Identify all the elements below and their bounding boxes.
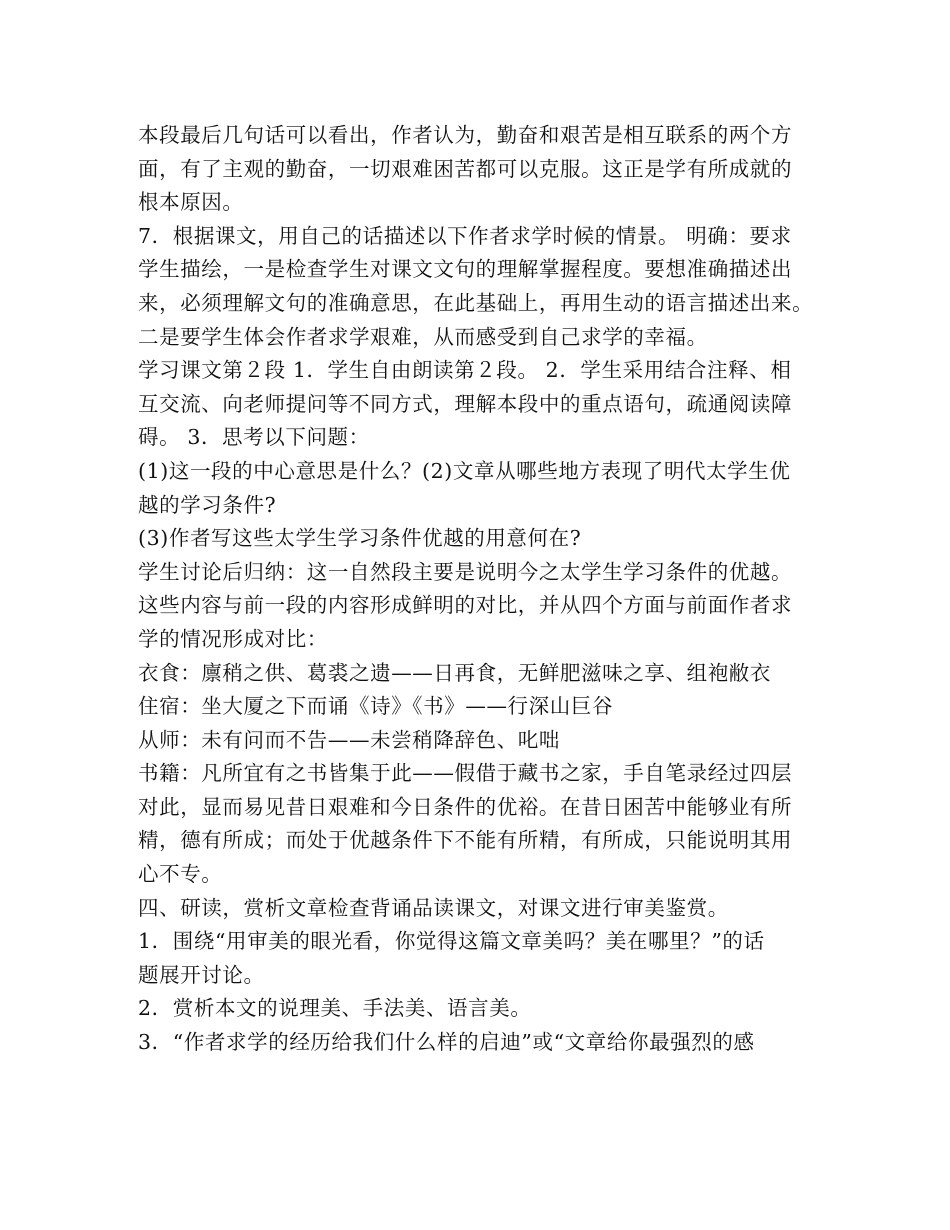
text-line: 学生讨论后归纳：这一自然段主要是说明今之太学生学习条件的优越。 [138, 559, 793, 584]
text-line: 2．赏析本文的说理美、手法美、语言美。 [138, 996, 532, 1021]
text-line: 越的学习条件? [138, 492, 277, 517]
text-line: 3．“作者求学的经历给我们什么样的启迪”或“文章给你最强烈的感 [138, 1030, 755, 1055]
text-line: 来，必须理解文句的准确意思，在此基础上，再用生动的语言描述出来。 [138, 290, 814, 315]
text-line: 衣食：廪稍之供、葛裘之遗——日再食，无鲜肥滋味之享、组袍敝衣 [138, 660, 771, 685]
text-line: (1)这一段的中心意思是什么？(2)文章从哪些地方表现了明代太学生优 [138, 458, 791, 483]
text-line: 从师：未有问而不告——未尝稍降辞色、叱咄 [138, 727, 560, 752]
text-line: 根本原因。 [138, 190, 244, 215]
text-line: 题展开讨论。 [138, 962, 265, 987]
text-line: 心不专。 [138, 862, 223, 887]
text-line: 7．根据课文，用自己的话描述以下作者求学时候的情景。 明确：要求 [138, 223, 792, 248]
text-line: 学习课文第２段 1．学生自由朗读第２段。 2．学生采用结合注释、相 [138, 358, 792, 383]
text-line: 互交流、向老师提问等不同方式，理解本段中的重点语句，疏通阅读障 [138, 391, 793, 416]
text-line: 住宿：坐大厦之下而诵《诗》《书》——行深山巨谷 [138, 694, 614, 719]
text-line: 四、研读，赏析文章检查背诵品读课文，对课文进行审美鉴赏。 [138, 895, 729, 920]
text-line: 1．围绕“用审美的眼光看，你觉得这篇文章美吗？美在哪里？”的话 [138, 929, 765, 954]
text-line: 学的情况形成对比： [138, 626, 328, 651]
text-line: 本段最后几句话可以看出，作者认为，勤奋和艰苦是相互联系的两个方 [138, 123, 793, 147]
text-line: (3)作者写这些太学生学习条件优越的用意何在? [138, 526, 582, 551]
text-line: 面，有了主观的勤奋，一切艰难困苦都可以克服。这正是学有所成就的 [138, 156, 793, 181]
text-line: 学生描绘，一是检查学生对课文文句的理解掌握程度。要想准确描述出 [138, 257, 793, 282]
text-line: 书籍：凡所宜有之书皆集于此——假借于藏书之家，手自笔录经过四层 [138, 761, 793, 786]
document-body [138, 119, 828, 1060]
text-line: 对此，显而易见昔日艰难和今日条件的优裕。在昔日困苦中能够业有所 [138, 794, 793, 819]
text-line: 精，德有所成；而处于优越条件下不能有所精，有所成，只能说明其用 [138, 828, 793, 853]
text-line: 这些内容与前一段的内容形成鲜明的对比，并从四个方面与前面作者求 [138, 593, 793, 618]
text-line: 碍。 3．思考以下问题： [138, 425, 370, 450]
text-line: 二是要学生体会作者求学艰难，从而感受到自己求学的幸福。 [138, 324, 708, 349]
